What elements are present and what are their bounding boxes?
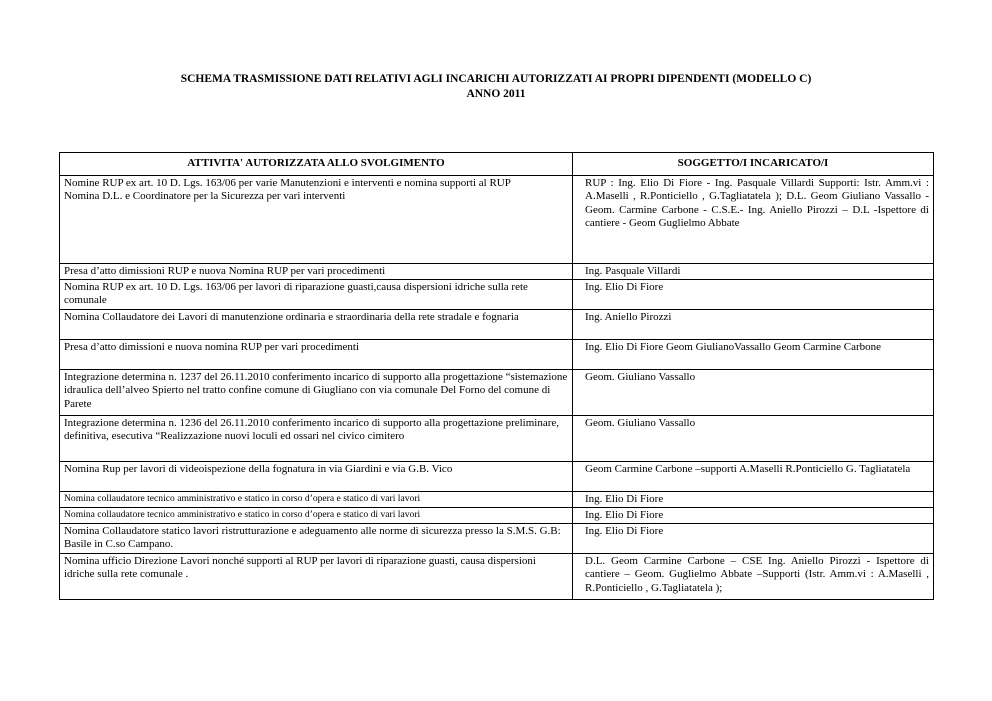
- table-row: [60, 507, 934, 523]
- table-row: [60, 263, 934, 279]
- subject-text: Ing. Elio Di Fiore: [585, 524, 664, 537]
- table-row: [60, 369, 934, 415]
- activity-text: Nomina collaudatore tecnico amministrativo e statico in corso d’opera e statico di vari lavori: [64, 492, 421, 504]
- activity-cell: [60, 279, 573, 309]
- subject-cell: [573, 175, 934, 263]
- document-year: ANNO 2011: [466, 88, 526, 100]
- subject-cell: [573, 369, 934, 415]
- subject-cell: [573, 461, 934, 491]
- activity-text: Nomina Collaudatore dei Lavori di manutenzione ordinaria e straordinaria della rete stradale e fognaria: [64, 310, 519, 323]
- table-row: [60, 523, 934, 553]
- activity-text: Nomina D.L. e Coordinatore per la Sicurezza per vari interventi: [64, 190, 346, 202]
- subject-cell: [573, 279, 934, 309]
- activity-cell: [60, 507, 573, 523]
- subject-cell: [573, 415, 934, 461]
- table-row: [60, 491, 934, 507]
- subject-cell: [573, 507, 934, 523]
- activity-cell: [60, 415, 573, 461]
- column-header-activity: ATTIVITA' AUTORIZZATA ALLO SVOLGIMENTO: [60, 153, 573, 176]
- activity-text: Integrazione determina n. 1236 del 26.11.2010 conferimento incarico di supporto alla progettazione preliminare, definitiva, esecutiva “Realizzazione nuovi loculi ed ossari nel civico cimitero: [64, 416, 560, 442]
- table-row: [60, 309, 934, 339]
- activity-text: Presa d’atto dimissioni RUP e nuova Nomina RUP per vari procedimenti: [64, 264, 386, 277]
- subject-cell: [573, 263, 934, 279]
- table-row: [60, 339, 934, 369]
- subject-cell: [573, 309, 934, 339]
- subject-text: Geom Carmine Carbone –supporti A.Maselli R.Ponticiello G. Tagliatatela: [585, 462, 911, 475]
- subject-text: D.L. Geom Carmine Carbone – CSE Ing. Aniello Pirozzi - Ispettore di cantiere – Geom. Guglielmo Abbate –Supporti (Istr. Amm.vi : A.Maselli , R.Ponticiello , G.Tagliatatela );: [585, 554, 929, 594]
- subject-text: RUP : Ing. Elio Di Fiore - Ing. Pasquale Villardi Supporti: Istr. Amm.vi : A.Maselli , R.Ponticiello , G.Tagliatatela ); D.L. Geom Giuliano Vassallo -Geom. Carmine Carbone - C.S.E.- Ing. Aniello Pirozzi – D.L -Ispettore di cantiere - Geom Guglielmo Abbate: [585, 176, 929, 229]
- subject-cell: [573, 553, 934, 599]
- table-header-row: [60, 153, 934, 176]
- subject-text: Ing. Elio Di Fiore Geom GiulianoVassallo Geom Carmine Carbone: [585, 340, 882, 353]
- activity-text: Nomine RUP ex art. 10 D. Lgs. 163/06 per varie Manutenzioni e interventi e nomina supporti al RUP: [64, 176, 511, 189]
- table-row: [60, 461, 934, 491]
- subject-cell: [573, 491, 934, 507]
- activity-cell: [60, 461, 573, 491]
- table-row: [60, 175, 934, 263]
- activity-cell: [60, 175, 573, 263]
- subject-cell: [573, 339, 934, 369]
- subject-text: Geom. Giuliano Vassallo: [585, 416, 696, 429]
- subject-text: Ing. Elio Di Fiore: [585, 508, 664, 521]
- activity-cell: [60, 339, 573, 369]
- activity-text: Nomina collaudatore tecnico amministrativo e statico in corso d’opera e statico di vari lavori: [64, 508, 421, 520]
- activity-text: Nomina Collaudatore statico lavori ristrutturazione e adeguamento alle norme di sicurezza presso la S.M.S. G.B: Basile in C.so Campano.: [64, 524, 561, 550]
- column-header-subject: SOGGETTO/I INCARICATO/I: [573, 153, 934, 176]
- subject-text: Ing. Elio Di Fiore: [585, 492, 664, 505]
- activity-text: Nomina RUP ex art. 10 D. Lgs. 163/06 per lavori di riparazione guasti,causa dispersioni idriche sulla rete comunale: [64, 280, 528, 306]
- table-row: [60, 279, 934, 309]
- table-row: [60, 553, 934, 599]
- activity-cell: [60, 369, 573, 415]
- subject-cell: [573, 523, 934, 553]
- document-title: SCHEMA TRASMISSIONE DATI RELATIVI AGLI INCARICHI AUTORIZZATI AI PROPRI DIPENDENTI (MODELLO C): [180, 73, 812, 85]
- activity-cell: [60, 309, 573, 339]
- activity-text: Integrazione determina n. 1237 del 26.11.2010 conferimento incarico di supporto alla progettazione “sistemazione idraulica dell’alveo Spierto nel tratto confine comune di Giugliano con via comunale Del Forno del comune di Parete: [64, 370, 568, 410]
- activity-text: Presa d’atto dimissioni e nuova nomina RUP per vari procedimenti: [64, 340, 360, 353]
- activity-text: Nomina Rup per lavori di videoispezione della fognatura in via Giardini e via G.B. Vico: [64, 462, 453, 475]
- activity-text: Nomina ufficio Direzione Lavori nonché supporti al RUP per lavori di riparazione guasti, causa dispersioni idriche sulla rete comunale .: [64, 554, 536, 580]
- activity-cell: [60, 263, 573, 279]
- subject-text: Geom. Giuliano Vassallo: [585, 370, 696, 383]
- subject-text: Ing. Aniello Pirozzi: [585, 310, 672, 323]
- subject-text: Ing. Pasquale Villardi: [585, 264, 681, 277]
- activity-cell: [60, 553, 573, 599]
- activity-cell: [60, 523, 573, 553]
- subject-text: Ing. Elio Di Fiore: [585, 280, 664, 293]
- table-row: [60, 415, 934, 461]
- assignments-table: [59, 152, 934, 600]
- activity-cell: [60, 491, 573, 507]
